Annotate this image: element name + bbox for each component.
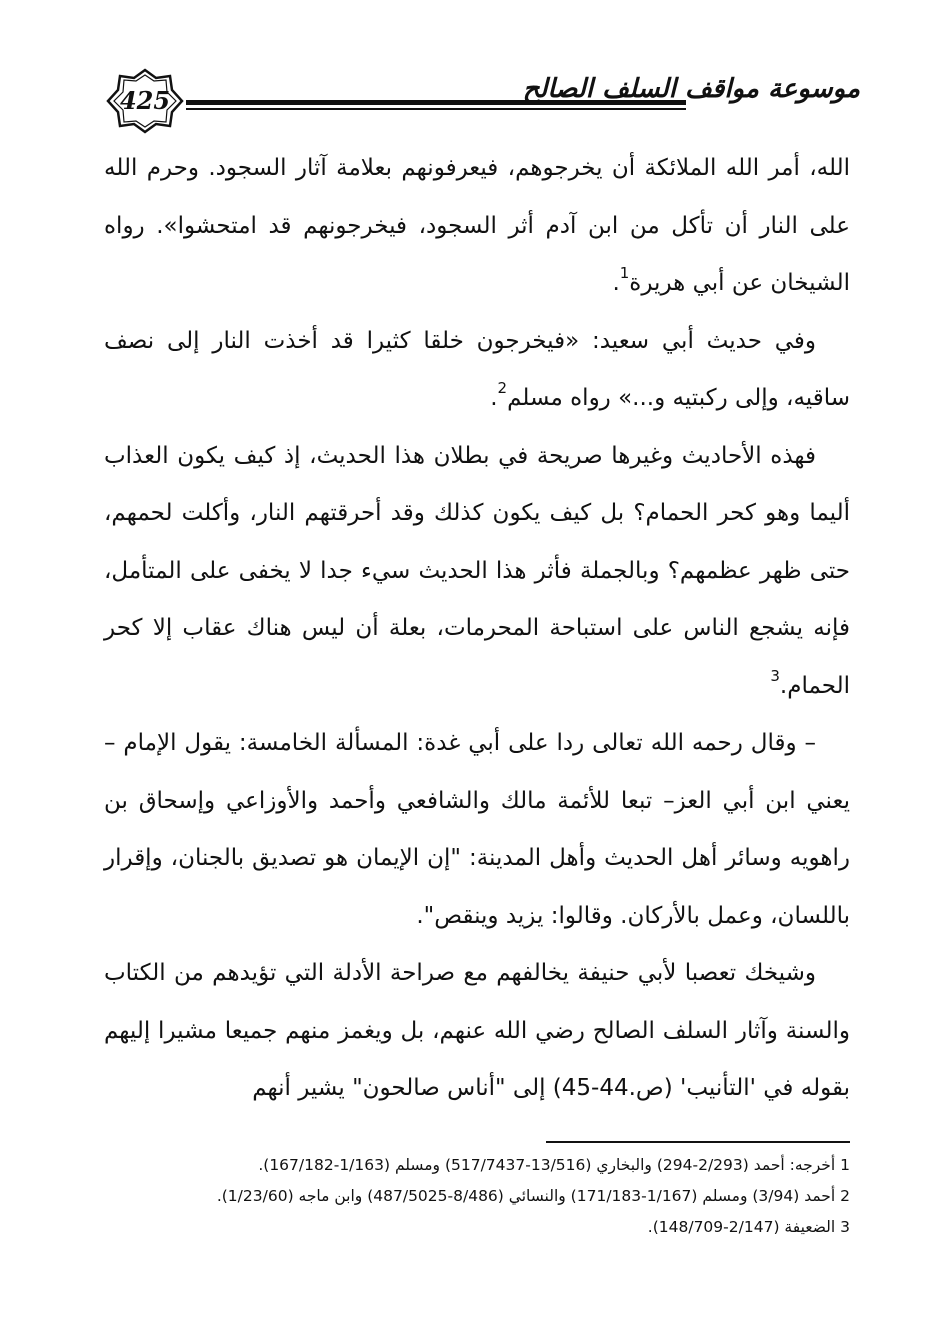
paragraph: فهذه الأحاديث وغيرها صريحة في بطلان هذا الحديث، إذ كيف يكون العذاب أليما وهو كحر الحمام؟ بل كيف يكون كذلك وقد أحرقتهم النار، وأكلت لحمهم، حتى ظهر عظمهم؟ وبالجملة فأثر هذا الحديث سيء جدا لا يخفى على المتأمل، فإنه يشجع الناس على استباحة المحرمات، بعلة أن ليس هناك عقاب إلا كحر الحمام.$^3$ <box>104 442 850 699</box>
footnote: 3 الضعيفة (2/147-148/709). <box>647 1218 850 1236</box>
footnotes <box>104 1150 850 1243</box>
footnote-mark: 2 <box>497 379 508 397</box>
footnote-separator <box>546 1141 850 1143</box>
footnote: 2 أحمد (3/94) ومسلم (1/167-171/183) والنسائي (8/486-487/5025) وابن ماجه (1/23/60). <box>216 1187 850 1205</box>
main-text <box>104 140 850 1118</box>
header-rule-thin <box>186 108 686 110</box>
footnote-mark: 1 <box>619 264 630 282</box>
paragraph: وشيخك تعصبا لأبي حنيفة يخالفهم مع صراحة الأدلة التي تؤيدهم من الكتاب والسنة وآثار السلف الصالح رضي الله عنهم، بل ويغمز منهم جميعا مشيرا إليهم بقوله في 'التأنيب' (ص.44-45) إلى "أناس صالحون" يشير أنهم <box>104 960 850 1101</box>
footnote: 1 أخرجه: أحمد (2/293-294) والبخاري (13/516-517/7437) ومسلم (1/163-167/182). <box>258 1156 850 1174</box>
page-header <box>100 66 860 140</box>
footnote-mark: 3 <box>770 666 780 685</box>
page-number: 425 <box>119 86 171 115</box>
paragraph: – وقال رحمه الله تعالى ردا على أبي غدة: المسألة الخامسة: يقول الإمام –يعني ابن أبي العز– تبعا للأئمة مالك والشافعي وأحمد والأوزاعي وإسحاق بن راهويه وسائر أهل الحديث وأهل المدينة: "إن الإيمان هو تصديق بالجنان، وإقرار باللسان، وعمل بالأركان. وقالوا: يزيد وينقص". <box>104 730 850 929</box>
series-title: موسوعة مواقف السلف الصالح <box>522 74 860 104</box>
page-number-badge <box>106 68 184 134</box>
paragraph: الله، أمر الله الملائكة أن يخرجوهم، فيعرفونهم بعلامة آثار السجود. وحرم الله على النار أن تأكل من ابن آدم أثر السجود، فيخرجونهم قد امتحشوا». رواه الشيخان عن أبي هريرة$^1$. <box>104 155 850 296</box>
paragraph: وفي حديث أبي سعيد: «فيخرجون خلقا كثيرا قد أخذت النار إلى نصف ساقيه، وإلى ركبتيه و...» رواه مسلم$^2$. <box>104 327 850 411</box>
